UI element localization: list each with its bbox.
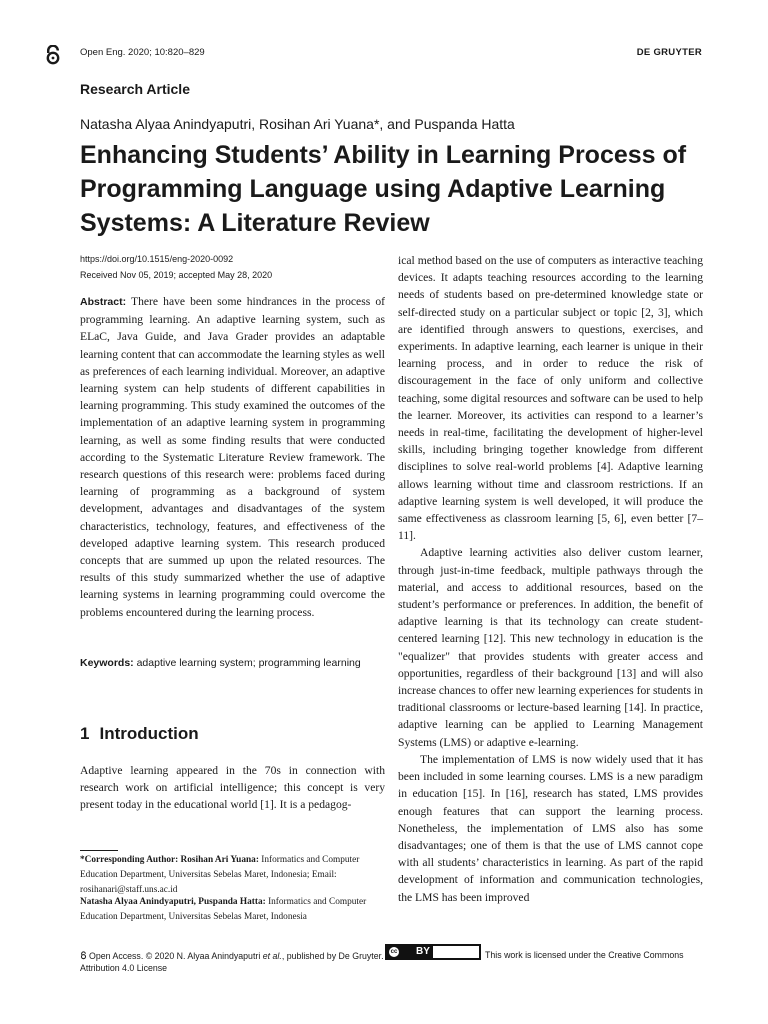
keywords: [80, 654, 385, 672]
et-al: et al.: [262, 951, 282, 961]
body-paragraph: Adaptive learning activities also deliver custom learner, through just-in-time feedback, multiple pathways through the material, and access to additional resources, based on the student’s performance or preferences. In addition, the benefit of adaptive learning is that its technology can create student-centered learning [12]. This new technology in education is the "equalizer" that provides students with greater access and opportunities, regardless of their background [13] and will also increase chances to offer new learning experiences for students in traditional classrooms or lecture-based learning [14]. In practice, adaptive learning can be applied to Learning Management Systems (LMS) or adaptive e-learning.: [398, 546, 703, 749]
abstract: [80, 293, 385, 621]
footnote-authors: [80, 895, 385, 925]
intro-paragraph: Adaptive learning appeared in the 70s in connection with research work on artificial intelligence; this concept is very present today in the educational world [1]. It is a pedagog-: [80, 764, 385, 812]
footnote-corresponding-author: [80, 853, 385, 898]
footnote-divider: [80, 850, 118, 851]
abstract-label: Abstract:: [80, 296, 127, 308]
open-access-icon: [44, 45, 62, 65]
publisher-name: DE GRUYTER: [636, 47, 702, 58]
keywords-text: adaptive learning system; programming learning: [136, 657, 361, 669]
footnote-label: Natasha Alyaa Anindyaputri, Puspanda Hatta:: [80, 897, 266, 907]
keywords-label: Keywords:: [80, 657, 134, 669]
open-access-statement: [80, 950, 385, 974]
section-number: 1: [80, 724, 90, 743]
license-statement: This work is licensed under the Creative Commons: [485, 950, 684, 960]
copyright-text: Open Access. © 2020 N. Alyaa Anindyaputri: [89, 951, 261, 961]
footnote-text: Informatics and Computer Education Department, Universitas Sebelas Maret, Indonesia; Email: rosihanari@staff.uns.ac.id: [80, 855, 360, 895]
doi-link[interactable]: https://doi.org/10.1515/eng-2020-0092: [80, 254, 234, 264]
section-heading: [80, 724, 199, 744]
footnote-text: Informatics and Computer Education Department, Universitas Sebelas Maret, Indonesia: [80, 897, 367, 922]
received-dates: Received Nov 05, 2019; accepted May 28, 2020: [80, 270, 273, 280]
author-list: Natasha Alyaa Anindyaputri, Rosihan Ari Yuana*, and Puspanda Hatta: [80, 116, 515, 132]
section-title: Introduction: [99, 724, 199, 743]
abstract-text: There have been some hindrances in the process of programming learning. An adaptive learning system, such as ELaC, Java Guide, and Java Grader provides an adaptable learning content that can accommodate the learning styles as well as preferences of each learning individual. Moreover, an adaptive learning system can help students of different capabilities in learning programming. This study examined the outcomes of the implementation of an adaptive learning system in programming learning, as well as some finding results that were conducted according to the Systematic Literature Review framework. The research questions of this research were: problems faced during learning of programming as a background of system development, advantages and disadvantages of the system characteristics, technology, features, and effectiveness of the developed adaptive learning system. This research produced concepts that are summed up upon the related resources. The results of this study summarized whether the use of adaptive learning systems in learning programming could overcome the problems encountered during the learning process.: [80, 295, 385, 619]
open-access-icon: [80, 951, 87, 960]
cc-icon: cc: [390, 949, 398, 955]
article-type: Research Article: [80, 81, 190, 97]
footnote-label: *Corresponding Author: Rosihan Ari Yuana:: [80, 855, 259, 865]
license-name-end: Attribution 4.0 License: [80, 963, 168, 973]
publisher-text: , published by De Gruyter.: [281, 951, 384, 961]
badge-blank-panel: [433, 946, 479, 958]
by-label: BY: [416, 946, 430, 957]
cc-by-license-badge[interactable]: [385, 944, 481, 960]
paper-title: Enhancing Students’ Ability in Learning Process of Programming Language using Adaptive Learning Systems: A Literature Review: [80, 141, 687, 237]
journal-reference: Open Eng. 2020; 10:820–829: [80, 47, 205, 58]
body-paragraph: ical method based on the use of computers as interactive teaching devices. It adapts teaching resources according to the learning needs of students based on pre-determined knowledge state or self-directed study on a particular subject or topic [2, 3], which are identified through answers to questions, exercises, and experiments. In adaptive learning, each learner is unique in their learning process, and in order to reduce the risk of discouragement in the face of only uniform and collective teaching, some digital resources and software can be used to help the learner. Moreover, its activities can respond to a learner’s needs in real-time, facilitating the development of higher-level skills, including bringing together knowledge from different disciplines to solve real-world problems [4]. Adaptive learning allows learning without time and classroom restrictions. If an adaptive learning system is well developed, it will produce the same effectiveness as classroom learning [5, 6], even better [7–11].: [398, 254, 703, 543]
right-column: [398, 252, 703, 906]
body-paragraph: The implementation of LMS is now widely used that it has been included in some learning courses. LMS is a new paradigm in education [15]. In [16], research has stated, LMS provides enough features that can support the learning process. Nonetheless, the implementation of LMS also has some disadvantages; one of them is that the use of LMS cannot cope with all students’ characteristics in learning. As part of the rapid development of information and communication technologies, the LMS has been improved: [398, 752, 703, 904]
